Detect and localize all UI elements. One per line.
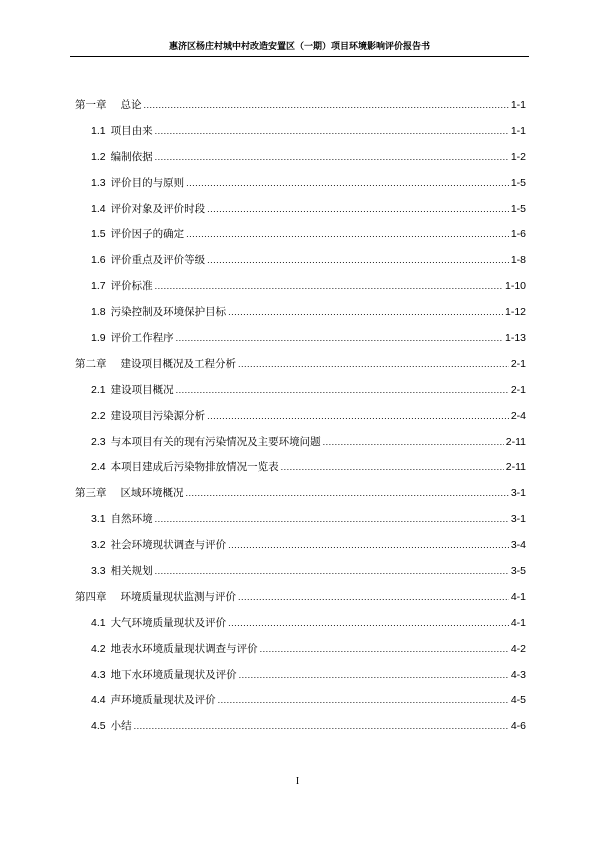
toc-entry-label: 项目由来 — [110, 124, 153, 137]
toc-entry-label: 大气环境质量现状及评价 — [110, 616, 227, 629]
toc-entry-label: 本项目建成后污染物排放情况一览表 — [110, 461, 279, 474]
toc-entry-number: 1.7 — [91, 280, 106, 293]
toc-entry-number: 3.1 — [91, 513, 106, 526]
toc-section-entry[interactable] — [75, 459, 526, 485]
toc-dot-leader — [155, 511, 509, 527]
toc-dot-leader — [228, 615, 509, 631]
toc-entry-page: 2-4 — [510, 409, 526, 422]
toc-entry-number: 4.2 — [91, 642, 106, 655]
toc-entry-number: 2.2 — [91, 409, 106, 422]
toc-entry-number: 3.3 — [91, 565, 106, 578]
toc-entry-page: 1-12 — [504, 306, 526, 319]
toc-section-entry[interactable] — [75, 149, 526, 175]
toc-entry-page: 4-1 — [510, 590, 526, 603]
toc-entry-label: 声环境质量现状及评价 — [110, 694, 216, 707]
toc-chapter-entry[interactable] — [75, 97, 526, 123]
toc-dot-leader — [207, 408, 509, 424]
toc-entry-page: 3-4 — [510, 539, 526, 552]
toc-entry-page: 1-5 — [510, 202, 526, 215]
toc-entry-label: 小结 — [110, 720, 132, 733]
toc-dot-leader — [155, 123, 509, 139]
toc-entry-page: 4-6 — [510, 720, 526, 733]
toc-entry-number: 1.4 — [91, 202, 106, 215]
toc-entry-label: 污染控制及环境保护目标 — [110, 306, 227, 319]
header-divider — [70, 56, 529, 57]
toc-section-entry[interactable] — [75, 667, 526, 693]
toc-chapter-entry[interactable] — [75, 589, 526, 615]
toc-dot-leader — [239, 667, 509, 683]
toc-entry-number: 1.9 — [91, 332, 106, 345]
toc-section-entry[interactable] — [75, 252, 526, 278]
toc-dot-leader — [186, 226, 509, 242]
toc-dot-leader — [228, 537, 509, 553]
toc-entry-label: 地表水环境质量现状调查与评价 — [110, 642, 258, 655]
toc-entry-number: 1.8 — [91, 306, 106, 319]
toc-entry-number: 第三章 — [75, 487, 107, 500]
toc-entry-page: 3-1 — [510, 487, 526, 500]
toc-entry-page: 2-11 — [505, 461, 526, 474]
toc-entry-page: 4-3 — [510, 668, 526, 681]
toc-entry-page: 4-2 — [510, 642, 526, 655]
toc-entry-label: 评价重点及评价等级 — [110, 254, 206, 267]
toc-entry-page: 1-5 — [510, 176, 526, 189]
toc-dot-leader — [186, 175, 509, 191]
toc-entry-label: 建设项目概况 — [110, 383, 174, 396]
toc-section-entry[interactable] — [75, 123, 526, 149]
toc-entry-page: 1-10 — [504, 280, 526, 293]
toc-chapter-entry[interactable] — [75, 356, 526, 382]
toc-dot-leader — [186, 485, 509, 501]
toc-section-entry[interactable] — [75, 175, 526, 201]
toc-entry-page: 3-5 — [510, 565, 526, 578]
toc-section-entry[interactable] — [75, 434, 526, 460]
toc-section-entry[interactable] — [75, 615, 526, 641]
toc-entry-page: 1-1 — [510, 124, 526, 137]
toc-entry-number: 第二章 — [75, 357, 107, 370]
toc-entry-number: 3.2 — [91, 539, 106, 552]
toc-entry-number: 第四章 — [75, 590, 107, 603]
toc-entry-label: 评价因子的确定 — [110, 228, 185, 241]
toc-entry-number: 1.1 — [91, 124, 106, 137]
toc-section-entry[interactable] — [75, 408, 526, 434]
toc-section-entry[interactable] — [75, 511, 526, 537]
toc-section-entry[interactable] — [75, 563, 526, 589]
toc-entry-page: 1-1 — [510, 99, 526, 111]
toc-entry-number: 2.4 — [91, 461, 106, 474]
toc-dot-leader — [155, 278, 503, 294]
toc-dot-leader — [281, 459, 504, 475]
toc-entry-label: 总论 — [120, 99, 142, 111]
toc-entry-page: 1-6 — [510, 228, 526, 241]
toc-entry-page: 3-1 — [510, 513, 526, 526]
page-number: I — [295, 776, 300, 787]
toc-dot-leader — [176, 330, 503, 346]
toc-dot-leader — [207, 252, 509, 268]
toc-entry-label: 与本项目有关的现有污染情况及主要环境问题 — [110, 435, 321, 448]
toc-entry-label: 相关规划 — [110, 565, 153, 578]
toc-dot-leader — [207, 201, 509, 217]
toc-entry-number: 第一章 — [75, 99, 107, 111]
toc-dot-leader — [260, 641, 509, 657]
toc-section-entry[interactable] — [75, 304, 526, 330]
toc-section-entry[interactable] — [75, 201, 526, 227]
toc-entry-page: 2-11 — [505, 435, 526, 448]
toc-entry-label: 评价工作程序 — [110, 332, 174, 345]
toc-entry-page: 4-1 — [510, 616, 526, 629]
toc-section-entry[interactable] — [75, 641, 526, 667]
toc-dot-leader — [155, 563, 509, 579]
toc-entry-number: 2.3 — [91, 435, 106, 448]
toc-entry-number: 2.1 — [91, 383, 106, 396]
page-header-title: 惠济区杨庄村城中村改造安置区（一期）项目环境影响评价报告书 — [168, 42, 430, 52]
toc-section-entry[interactable] — [75, 330, 526, 356]
toc-dot-leader — [228, 304, 503, 320]
toc-dot-leader — [238, 589, 509, 605]
toc-dot-leader — [176, 382, 509, 398]
toc-dot-leader — [134, 718, 509, 734]
toc-entry-label: 地下水环境质量现状及评价 — [110, 668, 237, 681]
toc-entry-number: 1.3 — [91, 176, 106, 189]
toc-entry-number: 1.5 — [91, 228, 106, 241]
toc-section-entry[interactable] — [75, 537, 526, 563]
toc-entry-page: 1-8 — [510, 254, 526, 267]
toc-entry-number: 4.5 — [91, 720, 106, 733]
toc-entry-label: 区域环境概况 — [120, 487, 184, 500]
toc-entry-label: 评价目的与原则 — [110, 176, 185, 189]
toc-entry-label: 评价对象及评价时段 — [110, 202, 206, 215]
toc-entry-label: 社会环境现状调查与评价 — [110, 539, 227, 552]
toc-section-entry[interactable] — [75, 718, 526, 744]
toc-entry-number: 4.3 — [91, 668, 106, 681]
table-of-contents — [75, 97, 526, 744]
toc-entry-page: 1-2 — [510, 150, 526, 163]
toc-section-entry[interactable] — [75, 278, 526, 304]
toc-entry-number: 1.2 — [91, 150, 106, 163]
toc-section-entry[interactable] — [75, 692, 526, 718]
toc-entry-label: 环境质量现状监测与评价 — [120, 590, 236, 603]
toc-entry-number: 1.6 — [91, 254, 106, 267]
toc-dot-leader — [323, 434, 504, 450]
toc-entry-page: 2-1 — [510, 357, 526, 370]
toc-chapter-entry[interactable] — [75, 485, 526, 511]
toc-entry-number: 4.4 — [91, 694, 106, 707]
toc-entry-number: 4.1 — [91, 616, 106, 629]
toc-entry-label: 自然环境 — [110, 513, 153, 526]
toc-dot-leader — [238, 356, 509, 372]
toc-entry-page: 4-5 — [510, 694, 526, 707]
toc-section-entry[interactable] — [75, 382, 526, 408]
toc-dot-leader — [144, 97, 509, 113]
toc-entry-label: 编制依据 — [110, 150, 153, 163]
toc-entry-page: 2-1 — [510, 383, 526, 396]
toc-entry-label: 建设项目概况及工程分析 — [120, 357, 236, 370]
toc-section-entry[interactable] — [75, 226, 526, 252]
toc-entry-label: 建设项目污染源分析 — [110, 409, 206, 422]
toc-entry-page: 1-13 — [504, 332, 526, 345]
toc-dot-leader — [218, 692, 509, 708]
toc-dot-leader — [155, 149, 509, 165]
toc-entry-label: 评价标准 — [110, 280, 153, 293]
